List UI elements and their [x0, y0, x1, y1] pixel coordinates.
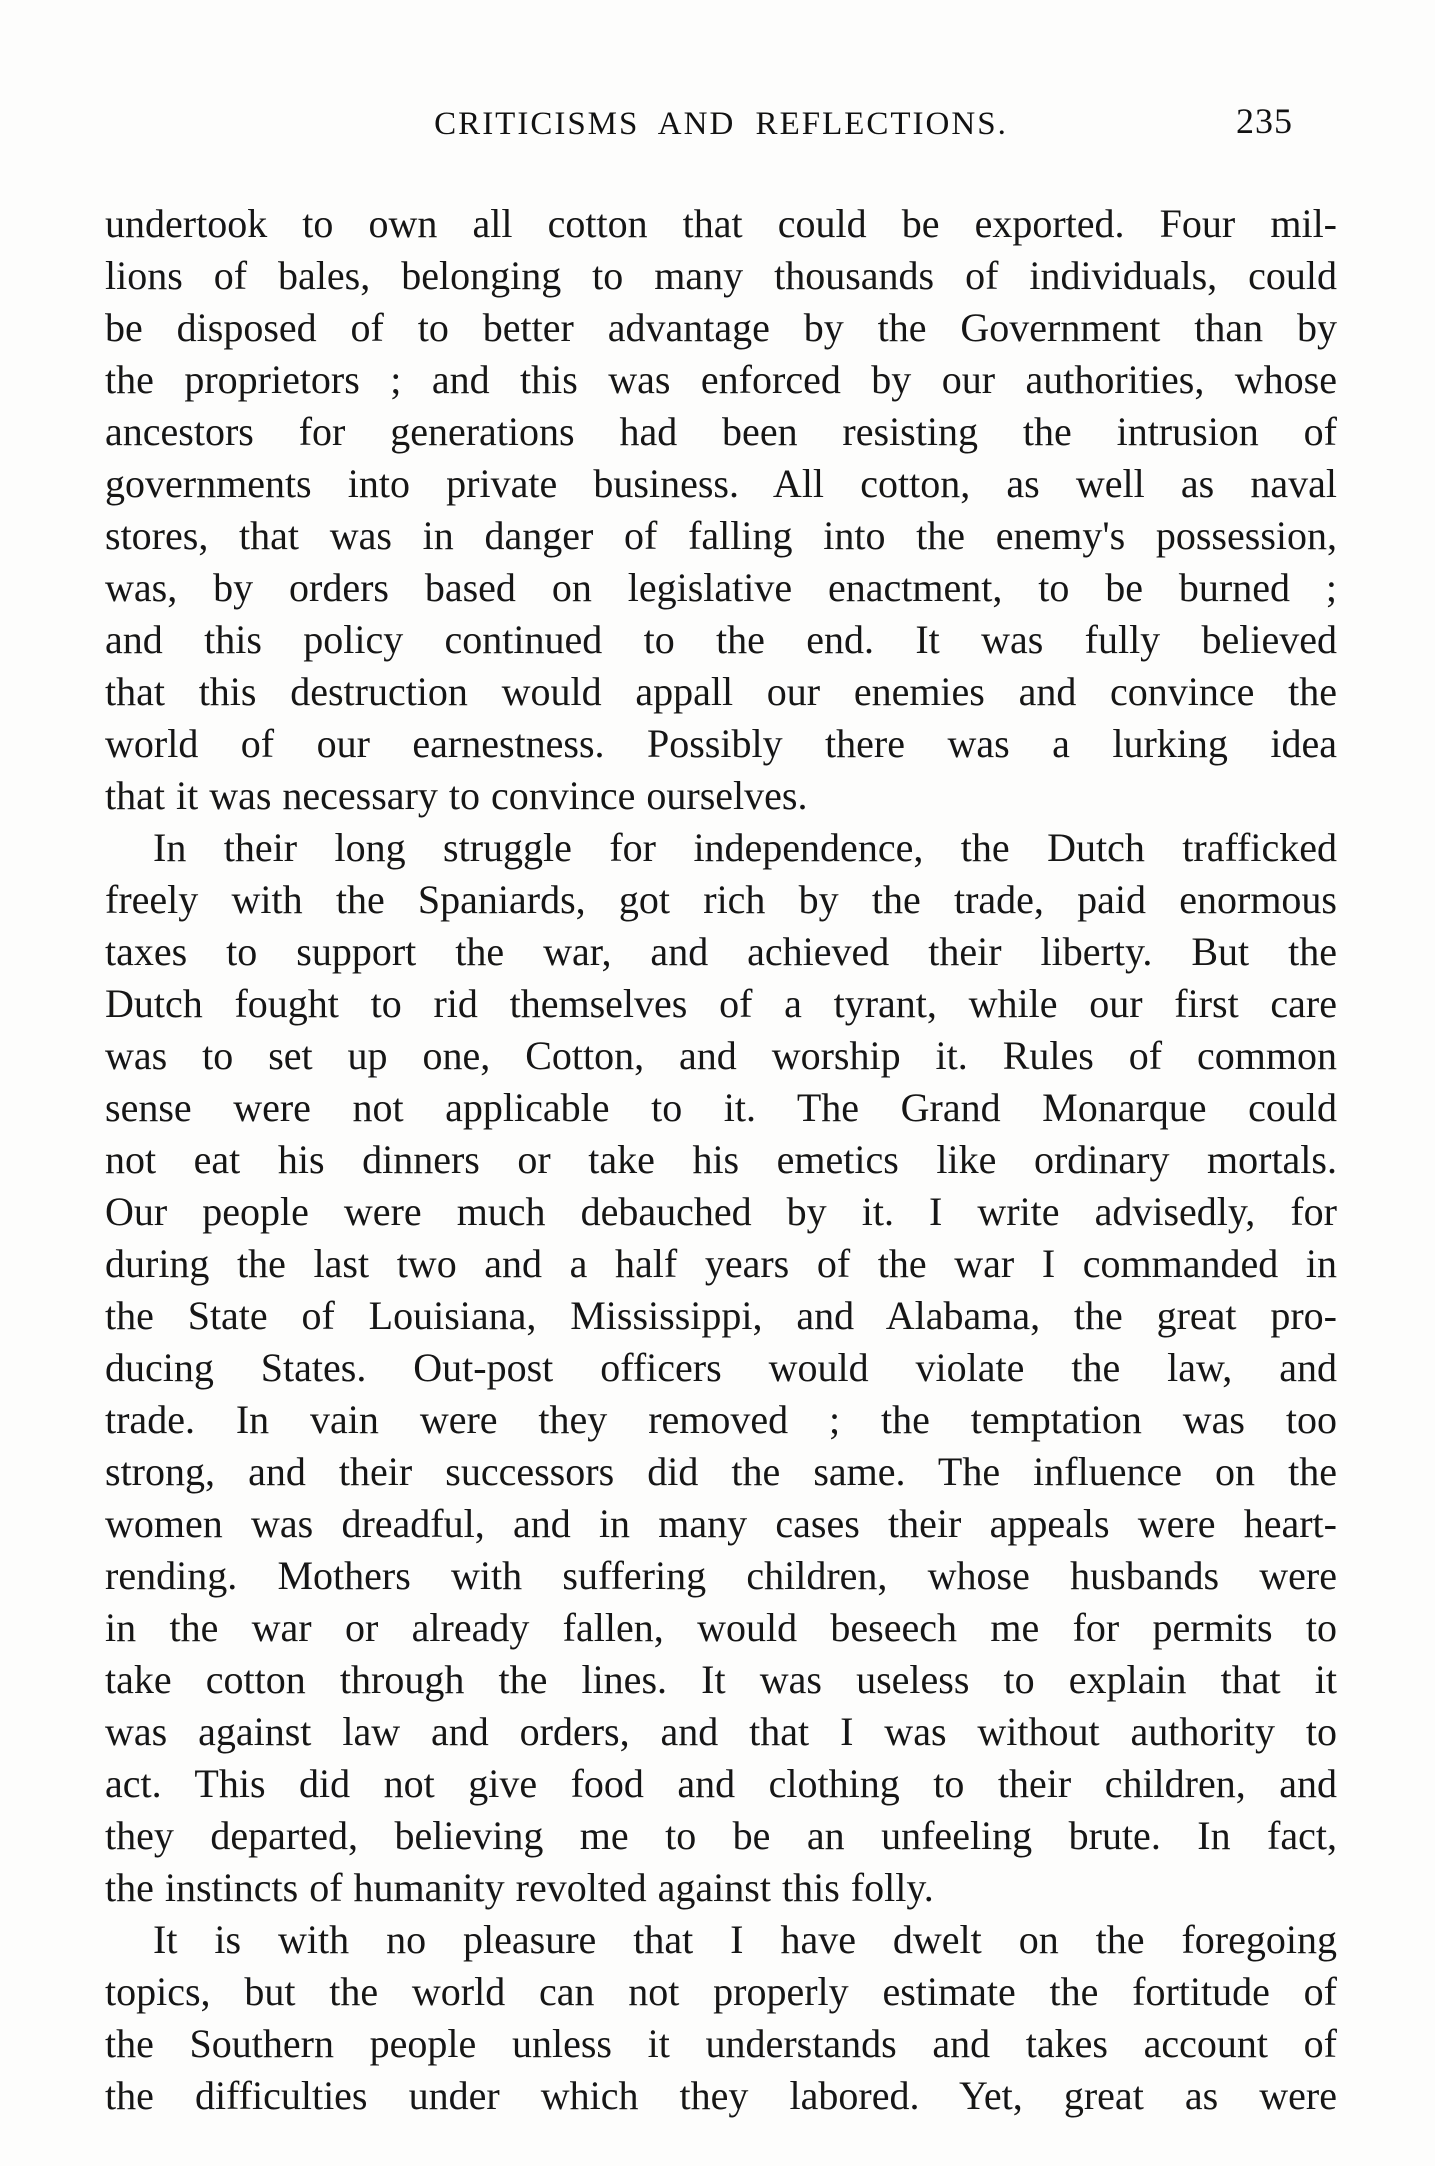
text-line: rending. Mothers with suffering children, whose husbands were — [105, 1553, 1337, 1598]
text-line: trade. In vain were they removed ; the temptation was too — [105, 1397, 1337, 1442]
text-line: take cotton through the lines. It was useless to explain that it — [105, 1657, 1337, 1702]
text-line: that it was necessary to convince ourselves. — [105, 773, 808, 818]
text-line: they departed, believing me to be an unfeeling brute. In fact, — [105, 1813, 1337, 1858]
text-line: Dutch fought to rid themselves of a tyrant, while our first care — [105, 981, 1337, 1026]
text-line: the proprietors ; and this was enforced by our authorities, whose — [105, 357, 1337, 402]
body-text — [105, 198, 1337, 2122]
text-line: the Southern people unless it understands and takes account of — [105, 2021, 1337, 2066]
text-line: and this policy continued to the end. It was fully believed — [105, 617, 1337, 662]
text-line: ancestors for generations had been resisting the intrusion of — [105, 409, 1337, 454]
running-header — [105, 101, 1337, 152]
text-line: the instincts of humanity revolted against this folly. — [105, 1865, 934, 1910]
text-line: was to set up one, Cotton, and worship it. Rules of common — [105, 1033, 1337, 1078]
text-line: undertook to own all cotton that could be exported. Four mil- — [105, 201, 1337, 246]
text-line: the difficulties under which they labored. Yet, great as were — [105, 2073, 1337, 2118]
text-line: Our people were much debauched by it. I write advisedly, for — [105, 1189, 1337, 1234]
text-line: ducing States. Out-post officers would violate the law, and — [105, 1345, 1337, 1390]
text-line: governments into private business. All cotton, as well as naval — [105, 461, 1337, 506]
text-line: taxes to support the war, and achieved their liberty. But the — [105, 929, 1337, 974]
text-line: In their long struggle for independence, the Dutch trafficked — [153, 825, 1337, 870]
text-line: It is with no pleasure that I have dwelt on the foregoing — [153, 1917, 1337, 1962]
text-line: the State of Louisiana, Mississippi, and Alabama, the great pro- — [105, 1293, 1337, 1338]
text-line: during the last two and a half years of the war I commanded in — [105, 1241, 1337, 1286]
text-line: was against law and orders, and that I was without authority to — [105, 1709, 1337, 1754]
text-line: not eat his dinners or take his emetics like ordinary mortals. — [105, 1137, 1337, 1182]
text-line: in the war or already fallen, would beseech me for permits to — [105, 1605, 1337, 1650]
page-number: 235 — [1236, 101, 1293, 141]
text-line: that this destruction would appall our enemies and convince the — [105, 669, 1337, 714]
text-line: world of our earnestness. Possibly there was a lurking idea — [105, 721, 1337, 766]
running-header-title: CRITICISMS AND REFLECTIONS. — [434, 106, 1008, 142]
text-line: women was dreadful, and in many cases their appeals were heart- — [105, 1501, 1337, 1546]
text-line: lions of bales, belonging to many thousands of individuals, could — [105, 253, 1337, 298]
text-line: freely with the Spaniards, got rich by the trade, paid enormous — [105, 877, 1337, 922]
text-line: topics, but the world can not properly estimate the fortitude of — [105, 1969, 1337, 2014]
text-line: sense were not applicable to it. The Grand Monarque could — [105, 1085, 1337, 1130]
text-line: act. This did not give food and clothing to their children, and — [105, 1761, 1337, 1806]
text-line: be disposed of to better advantage by the Government than by — [105, 305, 1337, 350]
text-line: stores, that was in danger of falling into the enemy's possession, — [105, 513, 1337, 558]
text-line: strong, and their successors did the same. The influence on the — [105, 1449, 1337, 1494]
text-line: was, by orders based on legislative enactment, to be burned ; — [105, 565, 1337, 610]
